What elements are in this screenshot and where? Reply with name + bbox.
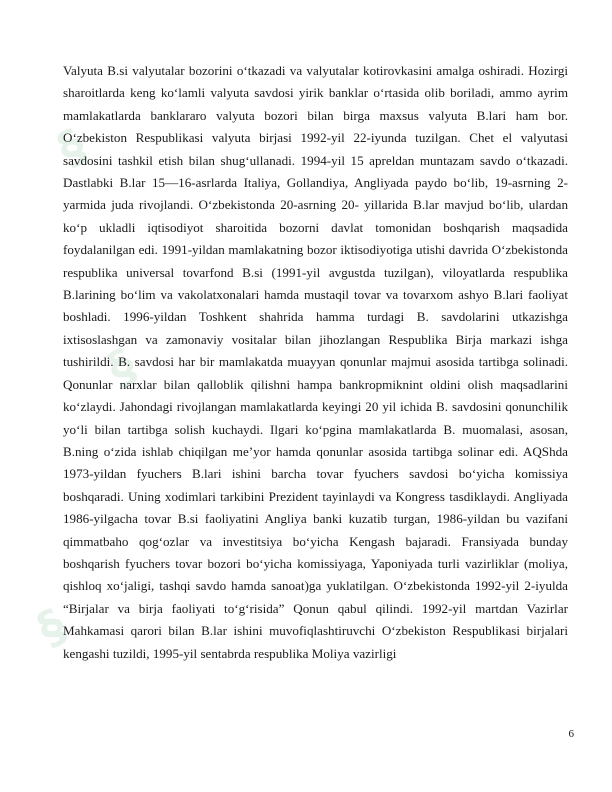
body-paragraph: Valyuta B.si valyutalar bozorini o‘tkazadi va valyutalar kotirovkasini amalga oshiradi. Hozirgi sharoitlarda keng ko‘lamli valyuta savdosi yirik banklar o‘rtasida olib boriladi, ammo ayrim mamlakatlarda banklararo valyuta bozori bilan birga maxsus valyuta B.lari ham bor. O‘zbekiston Respublikasi valyuta birjasi 1992-yil 22-iyunda tuzilgan. Chet el valyutasi savdosini tashkil etish bilan shug‘ullanadi. 1994-yil 15 apreldan muntazam savdo o‘tkazadi. Dastlabki B.lar 15—16-asrlarda Italiya, Gollandiya, Angliyada paydo bo‘lib, 19-asrning 2-yarmida juda rivojlandi. O‘zbekistonda 20-asrning 20- yillarida B.lar mavjud bo‘lib, ulardan ko‘p ukladli iqtisodiyot sharoitida bozorni davlat tomonidan boshqarish maqsadida foydalanilgan edi. 1991-yildan mamlakatning bozor iktisodiyotiga utishi davrida O‘zbekistonda respublika universal tovarfond B.si (1991-yil avgustda tuzilgan), viloyatlarda respublika B.larining bo‘lim va vakolatxonalari hamda mustaqil tovar va tovarxom ashyo B.lari faoliyat boshladi. 1996-yildan Toshkent shahrida hamma turdagi B. savdolarini utkazishga ixtisoslashgan va zamonaviy vositalar bilan jihozlangan Respublika Birja markazi ishga tushirildi. B. savdosi har bir mamlakatda muayyan qonunlar majmui asosida tartibga solinadi. Qonunlar narxlar bilan qalloblik qilishni hampa bankropmiknint oldini olish maqsadlarini ko‘zlaydi. Jahondagi rivojlangan mamlakatlarda keyingi 20 yil ichida B. savdosini qonunchilik yo‘li bilan tartibga solish kuchaydi. Ilgari ko‘pgina mamlakatlarda B. muomalasi, asosan, B.ning o‘zida ishlab chiqilgan me’yor hamda qonunlar asosida tartibga solinar edi. AQShda 1973-yildan fyuchers B.lari ishini barcha tovar fyuchers savdosi bo‘yicha komissiya boshqaradi. Uning xodimlari tarkibini Prezident tayinlaydi va Kongress tasdiklaydi. Angliyada 1986-yilgacha tovar B.si faoliyatini Angliya banki kuzatib turgan, 1986-yildan bu vazifani qimmatbaho qog‘ozlar va investitsiya bo‘yicha Kengash bajaradi. Fransiyada bunday boshqarish fyuchers tovar bozori bo‘yicha komissiyaga, Yaponiyada turli vazirliklar (moliya, qishloq xo‘jaligi, tashqi savdo hamda sanoat)ga yuklatilgan. O‘zbekistonda 1992-yil 2-iyulda “Birjalar va birja faoliyati to‘g‘risida” Qonun qabul qilindi. 1992-yil martdan Vazirlar Mahkamasi qarori bilan B.lar ishini muvofiqlashtiruvchi O‘zbekiston Respublikasi birjalari kengashi tuzildi, 1995-yil sentabrda respublika Moliya vazirligi bbox=[63, 63, 568, 661]
watermark-mark: § bbox=[98, 337, 145, 397]
page-number: 6 bbox=[568, 728, 574, 740]
watermark-mark: § bbox=[28, 597, 75, 657]
watermark-mark: § bbox=[48, 117, 95, 177]
